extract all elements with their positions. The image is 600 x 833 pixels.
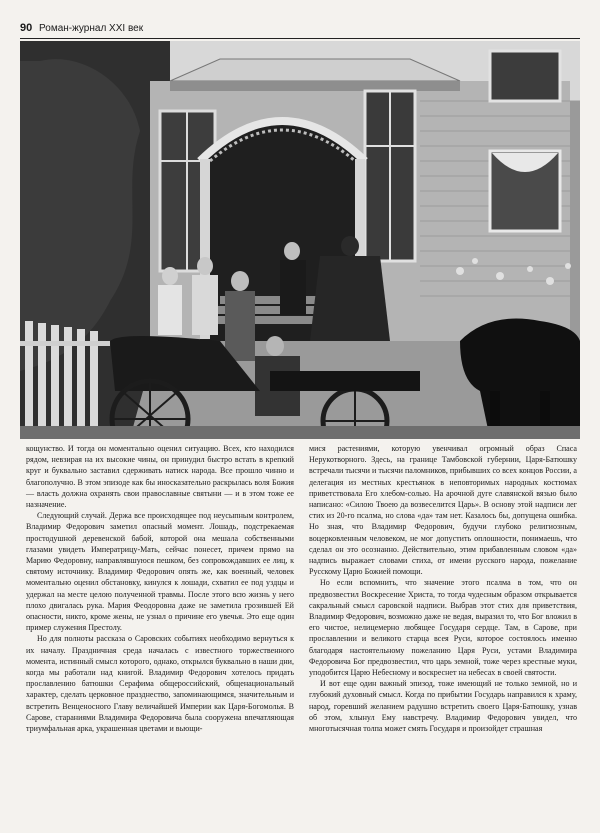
paragraph: мися растениями, которую увенчивал огромный образ Спаса Нерукотворного. Здесь, на границе Тамбовской губернии, Царя-Батюшку встречали тысячи и тысячи паломников, прибывших со всех концов России, а делегация из местных крестьянок в неповторимых народных костюмах приветствовала Его хлебом-солью. На арочной дуге славянской вязью было написано: «Силою Твоею да возвеселится Царь». В основу этой надписи лег стих из 20-го псалма, но слова «да» там нет. Казалось бы, допущена ошибка. Но зная, что Владимир Федорович, будучи глубоко религиозным, воцерковленным человеком, не мог допустить оплошности, понимаешь, что сделал он это осознанно. Действительно, этим прибавленным словом «да» надпись выражает словами стиха, от имени русского народа, пожелание Русскому Царю Божией помощи.: [309, 444, 577, 577]
running-header: [20, 22, 580, 38]
article-column-right: [309, 443, 577, 734]
paragraph: Но если вспомнить, что значение этого псалма в том, что он предвозвестил Воскресение Христа, то тогда чудесным образом открывается сакральный смысл саровской надписи. Выбрав этот стих для приветствия, Владимир Федорович, возможно даже не ведая, выразил то, что Бог вложил в его чистое, нелицемерно любящее Государя сердце. Там, в Сарове, при прославлении и великого старца всея Руси, которое состоялось именно благодаря настоятельному пожеланию Царя Руси, устами Владимира Федоровича Бог предвозвестил, что царь земной, тоже через крестные муки, уподобится Царю Небесному и воскреснет на небесах в своей святости.: [309, 578, 577, 678]
paragraph: Но для полноты рассказа о Саровских событиях необходимо вернуться к их началу. Праздничная среда началась с известного торжественного момента, истинный смысл которого, однако, открылся буквально в наши дни, когда мы работали над книгой. Владимир Федорович хотелось придать прославлению батюшки Серафима общероссийский, общенациональный характер, сделать церковное празднество, запоминающимся, значительным и встретить Венценосного Главу величайшей Империи как Царя-Богомолья. В Сарове, стараниями Владимира Федоровича была сооружена впечатляющая триумфальная арка, украшенная цветами и вьющи-: [26, 634, 294, 734]
paragraph: кощунство. И тогда он моментально оценил ситуацию. Всех, кто находился рядом, невзирая на их высокие чины, он принудил быстро встать в крепкий круг и буквально заставил сдерживать натиск народа. Все прошло чинно и благополучно. В этом эпизоде как бы иносказательно раскрылась воля Божия — власть должна охранять свои православные святыни — и в этом тоже ее назначение.: [26, 444, 294, 510]
paragraph: И вот еще один важный эпизод, тоже имеющий не только земной, но и глубокий духовный смысл. Когда по прибытии Государь направился к храму, народ, горевший желанием радушно встретить своего Царя-Батюшку, узнав об этом, хлынул Ему навстречу. Владимир Федорович увидел, что многотысячная толпа может смять Государя и произойдет страшная: [309, 679, 577, 734]
magazine-title: Роман-журнал XXI век: [39, 23, 144, 34]
article-column-left: [26, 443, 294, 734]
header-rule: [20, 38, 580, 39]
historical-photograph: [20, 41, 580, 439]
page-number: 90: [20, 22, 33, 34]
article-body: [26, 443, 578, 829]
paragraph: Следующий случай. Держа все происходящее под неусыпным контролем, Владимир Федорович заметил опасный момент. Лошадь, подстрекаемая простодушной деревенской бабой, которой она мешала собственными глазами увидеть Императрицу-Мать, сейчас понесет, причем прямо на Марию Федоровну, направлявшуюся пешком, без сопровождавших ее лиц, к святому источнику. Владимир Федорович опять же, как военный, человек моментально оценил обстановку, кинулся к лошади, схватил ее под уздцы и удержал на месте целою полученной травмы. После этого всю жизнь у него плохо двигалась рука. Мария Феодоровна даже не заметила грозившей Ей опасности, никто, кроме жены, не узнал о причине его увечья. Это еще один пример служения Престолу.: [26, 511, 294, 633]
